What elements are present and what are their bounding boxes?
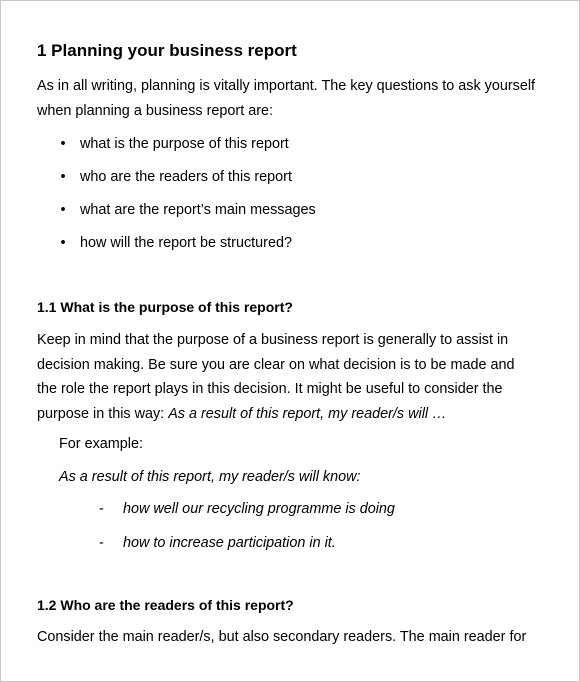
list-item-text: how to increase participation in it. bbox=[123, 535, 336, 551]
purpose-paragraph bbox=[37, 328, 552, 426]
for-example-label: For example: bbox=[59, 436, 143, 452]
section-heading-readers: 1.2 Who are the readers of this report? bbox=[37, 597, 294, 613]
bullet-icon: • bbox=[60, 136, 66, 152]
purpose-line-4: purpose in this way: bbox=[37, 405, 169, 422]
bullet-icon: • bbox=[60, 235, 66, 251]
list-item-text: what is the purpose of this report bbox=[80, 136, 289, 152]
dash-icon: - bbox=[99, 501, 104, 517]
section-heading-planning: 1 Planning your business report bbox=[37, 41, 297, 60]
list-item-text: what are the report’s main messages bbox=[80, 202, 316, 218]
section-heading-purpose: 1.1 What is the purpose of this report? bbox=[37, 299, 293, 315]
intro-paragraph bbox=[37, 74, 552, 123]
intro-line-1: As in all writing, planning is vitally important. The key questions to ask yourself bbox=[37, 78, 536, 94]
list-item-text: how well our recycling programme is doing bbox=[123, 501, 395, 517]
intro-line-2: when planning a business report are: bbox=[37, 102, 273, 119]
example-lead: As a result of this report, my reader/s will know: bbox=[59, 469, 361, 485]
readers-paragraph bbox=[37, 625, 552, 650]
readers-line-1: Consider the main reader/s, but also secondary readers. The main reader for bbox=[37, 629, 527, 645]
list-item-text: who are the readers of this report bbox=[80, 169, 292, 185]
bullet-icon: • bbox=[60, 202, 66, 218]
purpose-line-2: decision making. Be sure you are clear on what decision is to be made and bbox=[37, 356, 515, 373]
purpose-line-4-italic: As a result of this report, my reader/s will … bbox=[168, 405, 447, 422]
list-item-text: how will the report be structured? bbox=[80, 235, 292, 251]
dash-icon: - bbox=[99, 535, 104, 551]
purpose-line-1: Keep in mind that the purpose of a business report is generally to assist in bbox=[37, 332, 509, 348]
purpose-line-3: the role the report plays in this decision. It might be useful to consider the bbox=[37, 381, 503, 397]
bullet-icon: • bbox=[60, 169, 66, 185]
